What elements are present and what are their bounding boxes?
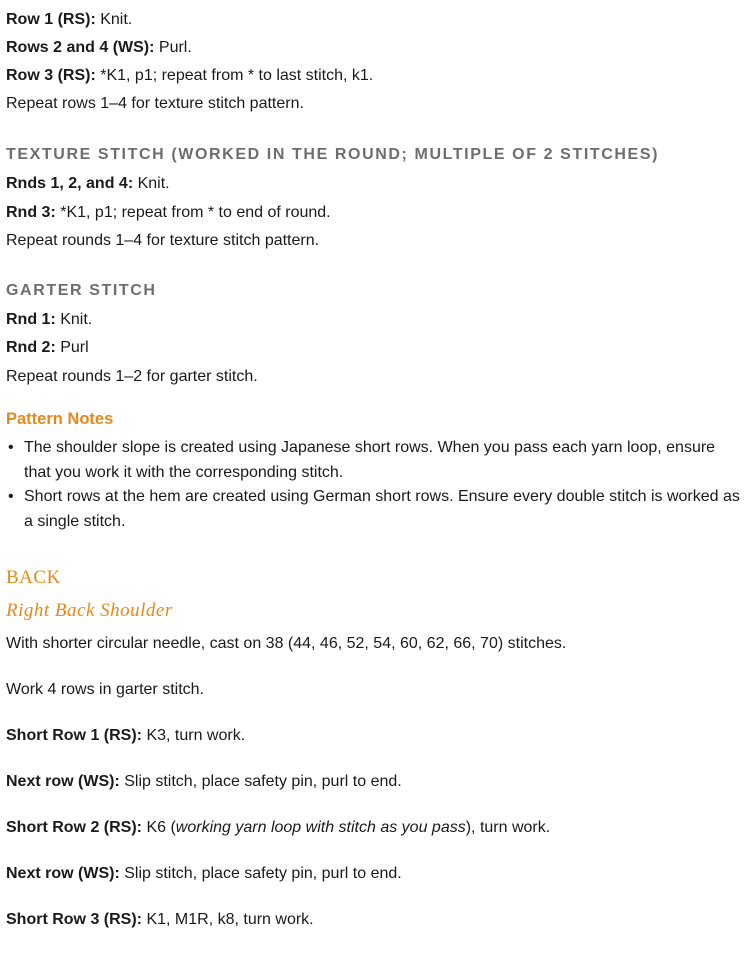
garter-rows-instruction: Work 4 rows in garter stitch. xyxy=(6,681,204,698)
list-item: • The shoulder slope is created using Japanese short rows. When you pass each yarn loop, ensure that you work it with the corresponding stitch. xyxy=(6,436,746,485)
flat-row-1: Row 1 (RS): Knit. xyxy=(6,11,133,28)
garter-row-2: Rnd 2: Purl xyxy=(6,339,89,356)
short-row-1: Short Row 1 (RS): K3, turn work. xyxy=(6,727,246,744)
texture-round-row-1: Rnds 1, 2, and 4: Knit. xyxy=(6,175,170,192)
pattern-notes-heading: Pattern Notes xyxy=(6,410,114,428)
flat-row-3: Row 3 (RS): *K1, p1; repeat from * to last stitch, k1. xyxy=(6,67,374,84)
bullet-icon: • xyxy=(8,488,14,505)
garter-repeat: Repeat rounds 1–2 for garter stitch. xyxy=(6,368,258,385)
short-row-3: Short Row 3 (RS): K1, M1R, k8, turn work. xyxy=(6,911,314,928)
back-section-title: BACK xyxy=(6,567,61,588)
short-row-2: Short Row 2 (RS): K6 (working yarn loop with stitch as you pass), turn work. xyxy=(6,819,551,836)
bullet-icon: • xyxy=(8,439,14,456)
texture-round-repeat: Repeat rounds 1–4 for texture stitch pattern. xyxy=(6,232,320,249)
flat-row-2: Rows 2 and 4 (WS): Purl. xyxy=(6,39,192,56)
flat-repeat-text: Repeat rows 1–4 for texture stitch pattern. xyxy=(6,95,304,112)
right-back-shoulder-title: Right Back Shoulder xyxy=(6,600,173,621)
pattern-notes-list xyxy=(6,436,746,534)
garter-heading: GARTER STITCH xyxy=(6,282,157,299)
list-item: • Short rows at the hem are created using German short rows. Ensure every double stitch is worked as a single stitch. xyxy=(6,485,746,534)
garter-row-1: Rnd 1: Knit. xyxy=(6,311,93,328)
texture-round-heading: TEXTURE STITCH (WORKED IN THE ROUND; MULTIPLE OF 2 STITCHES) xyxy=(6,146,660,163)
texture-round-row-2: Rnd 3: *K1, p1; repeat from * to end of round. xyxy=(6,204,331,221)
next-row-1: Next row (WS): Slip stitch, place safety pin, purl to end. xyxy=(6,773,402,790)
cast-on-instruction: With shorter circular needle, cast on 38 (44, 46, 52, 54, 60, 62, 66, 70) stitches. xyxy=(6,635,567,652)
next-row-2: Next row (WS): Slip stitch, place safety pin, purl to end. xyxy=(6,865,402,882)
